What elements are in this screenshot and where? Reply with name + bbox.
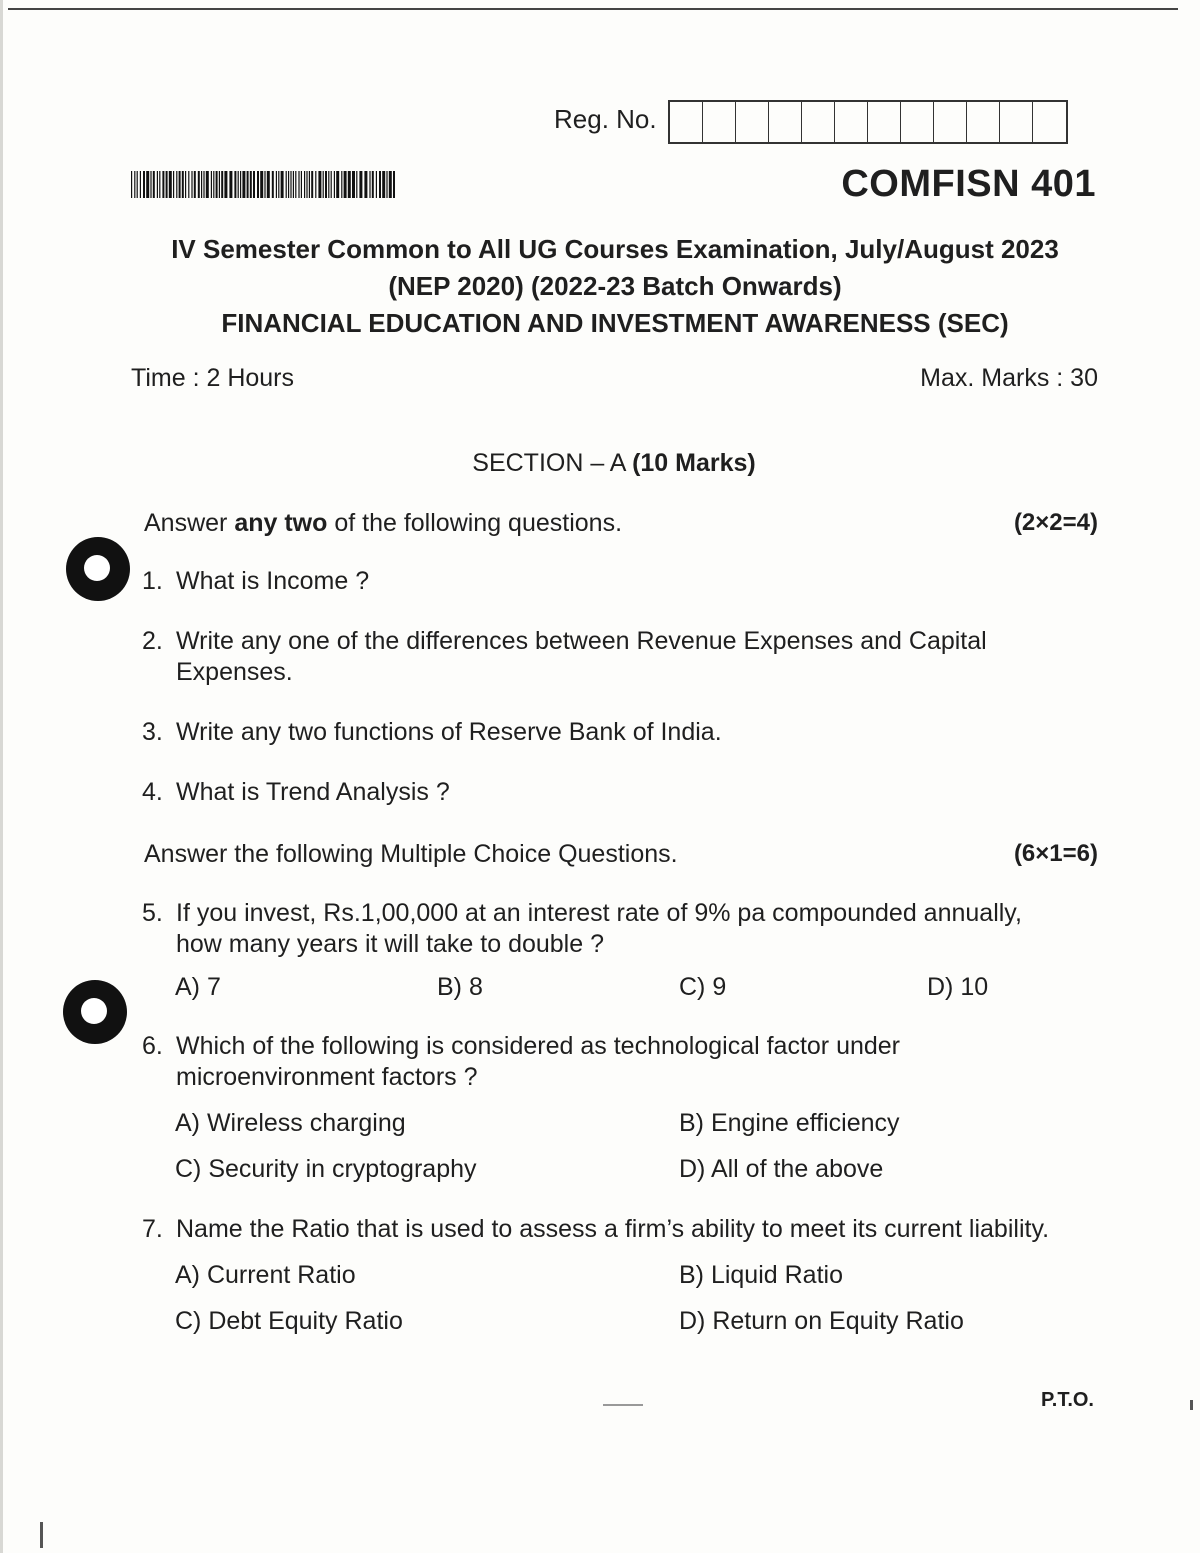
reg-no-box[interactable]	[802, 102, 835, 142]
barcode-bar	[194, 171, 196, 198]
barcode-bar	[162, 171, 164, 198]
barcode-bar	[309, 171, 310, 198]
barcode-bar	[359, 171, 362, 198]
barcode-bar	[185, 171, 186, 198]
barcode-bar	[318, 171, 321, 198]
reg-no-box[interactable]	[1033, 102, 1066, 142]
barcode-bar	[272, 171, 274, 198]
question-text-continued: microenvironment factors ?	[176, 1063, 478, 1091]
barcode-bar	[328, 171, 329, 198]
time-allowed: Time : 2 Hours	[131, 364, 295, 392]
scan-mark	[603, 1404, 643, 1406]
barcode-bar	[311, 171, 313, 198]
barcode-bar	[276, 171, 277, 198]
top-border-line	[8, 8, 1178, 10]
barcode-bar	[153, 171, 155, 198]
barcode-bar	[260, 171, 263, 198]
barcode-bar	[356, 171, 357, 198]
mcq-6-option-b: B) Engine efficiency	[679, 1109, 900, 1137]
question-number: 2.	[142, 627, 163, 655]
barcode-bar	[295, 171, 296, 198]
scan-mark	[1190, 1400, 1193, 1410]
barcode-bar	[206, 171, 209, 198]
barcode-bar	[203, 171, 204, 198]
barcode-bar	[198, 171, 200, 198]
barcode-bar	[250, 171, 252, 198]
mcq-7-option-a: A) Current Ratio	[175, 1261, 356, 1289]
barcode-bar	[247, 171, 249, 198]
reg-no-box[interactable]	[1000, 102, 1033, 142]
exam-subtitle: (NEP 2020) (2022-23 Batch Onwards)	[388, 271, 842, 301]
question-number: 1.	[142, 567, 163, 595]
barcode-bar	[293, 171, 294, 198]
barcode-bar	[166, 171, 168, 198]
question-1	[142, 566, 369, 597]
instr-text: of the following questions.	[327, 509, 623, 537]
question-text-continued: how many years it will take to double ?	[176, 930, 604, 958]
mcq-6	[142, 1031, 900, 1093]
barcode-bar	[201, 171, 202, 198]
question-text: What is Income ?	[176, 567, 370, 595]
reg-no-box[interactable]	[769, 102, 802, 142]
mcq-5-option-c: C) 9	[679, 973, 727, 1001]
reg-no-box[interactable]	[934, 102, 967, 142]
barcode-bar	[386, 171, 387, 198]
barcode-bar	[188, 171, 189, 198]
barcode-bar	[306, 171, 307, 198]
barcode-bar	[315, 171, 316, 198]
mcq-7	[142, 1214, 1049, 1245]
section-heading	[0, 449, 1200, 478]
question-text: If you invest, Rs.1,00,000 at an interest rate of 9% pa compounded annually,	[176, 899, 1022, 927]
mcq-6-option-c: C) Security in cryptography	[175, 1155, 477, 1183]
barcode-bar	[216, 171, 218, 198]
part1-marks-allocation: (2×2=4)	[1013, 509, 1098, 536]
reg-no-box[interactable]	[703, 102, 736, 142]
mcq-6-option-a: A) Wireless charging	[175, 1109, 406, 1137]
max-marks: Max. Marks : 30	[920, 364, 1098, 392]
instr-text: Answer	[144, 509, 235, 537]
barcode-bar	[257, 171, 259, 198]
barcode-bar	[331, 171, 332, 198]
question-text: Write any two functions of Reserve Bank of India.	[176, 718, 722, 746]
reg-no-box[interactable]	[901, 102, 934, 142]
question-number: 5.	[142, 899, 163, 927]
barcode-bar	[288, 171, 289, 198]
barcode-bar	[364, 171, 367, 198]
question-4	[142, 777, 450, 808]
barcode-bar	[242, 171, 245, 198]
question-text: Write any one of the differences between Revenue Expenses and Capital	[176, 627, 987, 655]
barcode-bar	[278, 171, 279, 198]
barcode-bar	[336, 171, 339, 198]
barcode-bar	[169, 171, 172, 198]
barcode-bar	[344, 171, 347, 198]
mcq-6-option-d: D) All of the above	[679, 1155, 884, 1183]
barcode	[131, 171, 397, 198]
barcode-bar	[213, 171, 214, 198]
reg-no-boxes	[668, 100, 1068, 144]
barcode-bar	[348, 171, 351, 198]
section-marks: (10 Marks)	[632, 449, 756, 477]
barcode-bar	[140, 171, 141, 198]
question-2	[142, 626, 987, 688]
barcode-bar	[393, 171, 395, 198]
reg-no-label: Reg. No.	[554, 104, 657, 134]
barcode-bar	[323, 171, 324, 198]
mcq-5-option-a: A) 7	[175, 973, 221, 1001]
question-number: 4.	[142, 778, 163, 806]
mcq-5-option-b: B) 8	[437, 973, 483, 1001]
paper-code: COMFISN 401	[841, 163, 1096, 205]
barcode-bar	[334, 171, 335, 198]
scan-mark	[40, 1522, 43, 1548]
barcode-bar	[304, 171, 305, 198]
punch-hole	[66, 537, 130, 601]
part2-marks-allocation: (6×1=6)	[1013, 840, 1098, 867]
barcode-bar	[238, 171, 239, 198]
barcode-bar	[191, 171, 192, 198]
punch-hole	[63, 980, 127, 1044]
barcode-bar	[229, 171, 232, 198]
barcode-bar	[352, 171, 355, 198]
barcode-bar	[176, 171, 177, 198]
question-number: 3.	[142, 718, 163, 746]
barcode-bar	[131, 171, 132, 198]
barcode-bar	[253, 171, 255, 198]
barcode-bar	[143, 171, 145, 198]
reg-no-box[interactable]	[868, 102, 901, 142]
barcode-bar	[286, 171, 287, 198]
mcq-7-option-d: D) Return on Equity Ratio	[679, 1307, 964, 1335]
part2-instruction: Answer the following Multiple Choice Questions.	[144, 840, 678, 868]
barcode-bar	[267, 171, 270, 198]
barcode-bar	[219, 171, 220, 198]
exam-title: IV Semester Common to All UG Courses Examination, July/August 2023	[171, 234, 1059, 264]
barcode-bar	[372, 171, 374, 198]
barcode-bar	[341, 171, 342, 198]
barcode-bar	[240, 171, 241, 198]
barcode-bar	[157, 171, 158, 198]
section-title: SECTION – A	[472, 449, 626, 477]
barcode-bar	[389, 171, 392, 198]
barcode-bar	[369, 171, 370, 198]
barcode-bar	[137, 171, 138, 198]
reg-no-box[interactable]	[967, 102, 1000, 142]
barcode-bar	[173, 171, 174, 198]
course-title: FINANCIAL EDUCATION AND INVESTMENT AWARENESS (SEC)	[221, 308, 1009, 338]
part1-instruction	[144, 509, 622, 538]
barcode-bar	[301, 171, 302, 198]
question-number: 7.	[142, 1215, 163, 1243]
mcq-7-option-c: C) Debt Equity Ratio	[175, 1307, 403, 1335]
question-text: Name the Ratio that is used to assess a firm’s ability to meet its current liability.	[176, 1215, 1050, 1243]
reg-no-box[interactable]	[736, 102, 769, 142]
barcode-bar	[264, 171, 265, 198]
barcode-bar	[234, 171, 236, 198]
mcq-5	[142, 898, 1022, 960]
instr-emphasis: any two	[234, 509, 328, 537]
barcode-bar	[298, 171, 299, 198]
question-3	[142, 717, 722, 748]
barcode-bar	[134, 171, 135, 198]
barcode-bar	[379, 171, 381, 198]
mcq-5-option-d: D) 10	[927, 973, 989, 1001]
reg-no-box[interactable]	[835, 102, 868, 142]
barcode-bar	[221, 171, 223, 198]
mcq-7-option-b: B) Liquid Ratio	[679, 1261, 843, 1289]
question-text: What is Trend Analysis ?	[176, 778, 450, 806]
question-text: Which of the following is considered as technological factor under	[176, 1032, 901, 1060]
question-text-continued: Expenses.	[176, 658, 293, 686]
barcode-bar	[211, 171, 212, 198]
barcode-bar	[376, 171, 377, 198]
barcode-bar	[224, 171, 227, 198]
barcode-bar	[150, 171, 151, 198]
question-number: 6.	[142, 1032, 163, 1060]
barcode-bar	[382, 171, 385, 198]
barcode-bar	[159, 171, 160, 198]
barcode-bar	[179, 171, 181, 198]
barcode-bar	[281, 171, 284, 198]
barcode-bar	[182, 171, 184, 198]
barcode-bar	[146, 171, 149, 198]
barcode-bar	[290, 171, 291, 198]
barcode-bar	[325, 171, 327, 198]
please-turn-over: P.T.O.	[1041, 1389, 1094, 1411]
scan-edge	[0, 0, 3, 1553]
reg-no-box[interactable]	[670, 102, 703, 142]
